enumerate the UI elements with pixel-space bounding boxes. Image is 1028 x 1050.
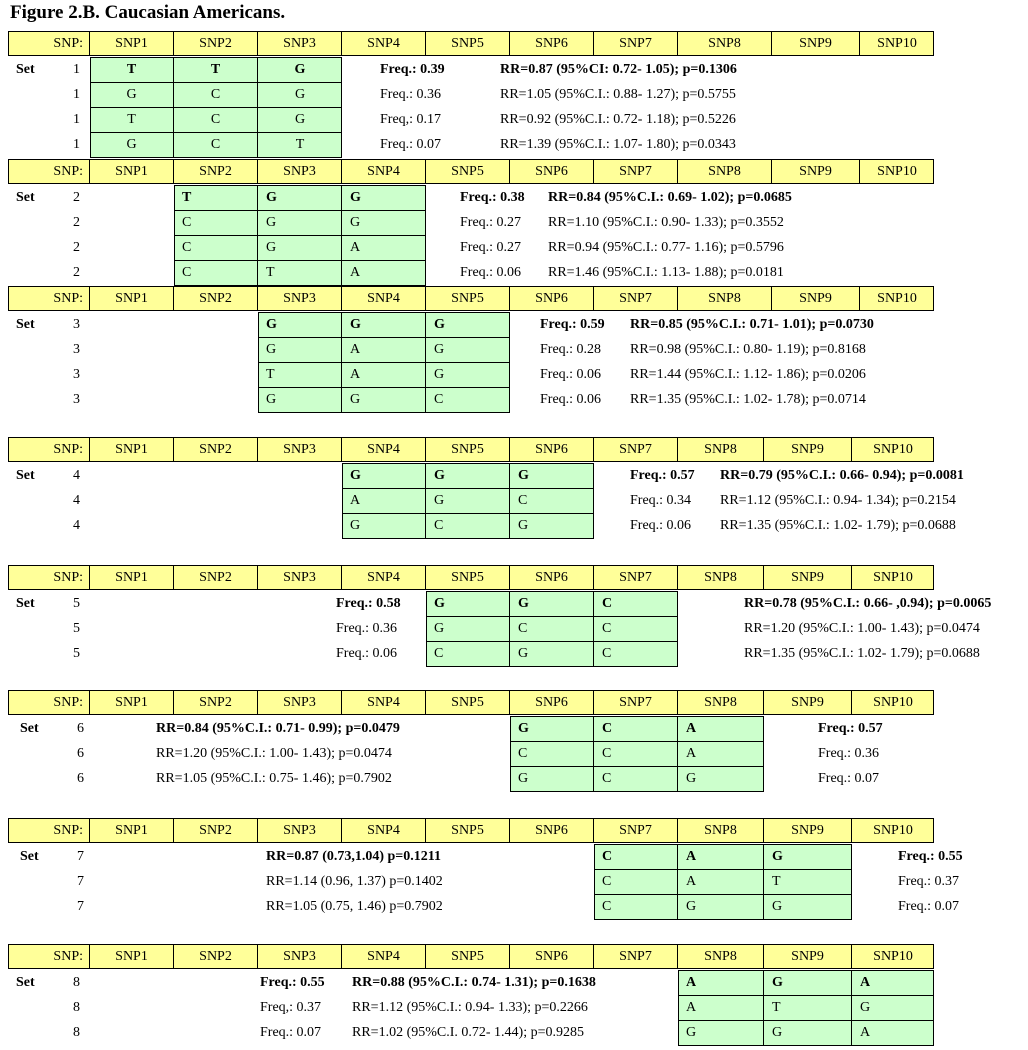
snp-header-cell-snp2: SNP2 xyxy=(174,287,258,310)
allele-cell: A xyxy=(350,265,361,280)
allele-cell: G xyxy=(90,83,174,107)
allele-cell: A xyxy=(350,240,361,255)
set-number: 3 xyxy=(73,317,80,332)
relative-risk: RR=1.20 (95%C.I.: 1.00- 1.43); p=0.0474 xyxy=(744,621,980,636)
relative-risk: RR=1.35 (95%C.I.: 1.02- 1.79); p=0.0688 xyxy=(744,646,980,661)
relative-risk: RR=1.05 (0.75, 1.46) p=0.7902 xyxy=(266,899,443,914)
snp-header-cell-snp6: SNP6 xyxy=(510,691,594,714)
allele-cell: A xyxy=(678,870,764,894)
allele-cell: G xyxy=(350,190,361,205)
allele-cell: C xyxy=(594,767,678,791)
snp-header-cell-snp4: SNP4 xyxy=(342,32,426,55)
relative-risk: RR=0.92 (95%C.I.: 0.72- 1.18); p=0.5226 xyxy=(500,112,736,127)
set-label: Set xyxy=(20,849,39,864)
snp-header-cell-snp1: SNP1 xyxy=(90,945,174,968)
allele-cell: G xyxy=(510,592,594,616)
haplotype-frequency: Freq.: 0.38 xyxy=(460,190,525,205)
allele-cell: T xyxy=(295,137,305,152)
snp-header-cell-snp3: SNP3 xyxy=(258,819,342,842)
snp-header-cell-snp9: SNP9 xyxy=(772,160,860,183)
haplotype-row xyxy=(342,488,594,514)
relative-risk: RR=1.14 (0.96, 1.37) p=0.1402 xyxy=(266,874,443,889)
snp-header-cell-snp10: SNP10 xyxy=(873,570,913,585)
haplotype-frequency: Freq.: 0.27 xyxy=(460,240,522,255)
haplotype-row xyxy=(258,362,510,388)
haplotype-row xyxy=(510,716,764,742)
snp-header-cell-snp5: SNP5 xyxy=(426,819,510,842)
haplotype-row xyxy=(342,463,594,489)
set-number: 2 xyxy=(73,265,80,280)
snp-header-cell-snp5: SNP5 xyxy=(426,287,510,310)
haplotype-frequency: Freq,: 0.37 xyxy=(260,1000,322,1015)
allele-cell: G xyxy=(258,338,342,362)
snp-header-cell-snp3: SNP3 xyxy=(258,566,342,589)
set-number: 6 xyxy=(77,721,84,736)
snp-header-label: SNP: xyxy=(8,691,90,714)
set-number: 3 xyxy=(73,392,80,407)
allele-cell: T xyxy=(764,996,852,1020)
snp-header-cell-snp3: SNP3 xyxy=(258,287,342,310)
haplotype-frequency: Freq.: 0.57 xyxy=(818,721,883,736)
set-label: Set xyxy=(16,317,35,332)
haplotype-row xyxy=(678,995,934,1021)
snp-header-cell-snp10: SNP10 xyxy=(873,949,913,964)
relative-risk: RR=0.79 (95%C.I.: 0.66- 0.94); p=0.0081 xyxy=(720,468,964,483)
snp-header-cell-snp2: SNP2 xyxy=(174,160,258,183)
allele-cell: C xyxy=(594,845,678,869)
snp-header-cell-snp10: SNP10 xyxy=(877,36,917,51)
snp-header-cell-snp9: SNP9 xyxy=(764,566,852,589)
haplotype-frequency: Freq.: 0.07 xyxy=(380,137,442,152)
snp-header-cell-snp9: SNP9 xyxy=(764,438,852,461)
snp-header-cell-snp8: SNP8 xyxy=(678,160,772,183)
haplotype-row xyxy=(678,970,934,996)
haplotype-frequency: Freq.: 0.06 xyxy=(540,392,602,407)
snp-header-cell-snp7: SNP7 xyxy=(594,438,678,461)
snp-header-cell-snp4: SNP4 xyxy=(342,945,426,968)
allele-cell: G xyxy=(258,236,342,260)
allele-cell: C xyxy=(426,514,510,538)
snp-header-row-set-7 xyxy=(8,818,934,843)
allele-cell: G xyxy=(518,518,529,533)
allele-cell: A xyxy=(678,996,764,1020)
set-label: Set xyxy=(16,190,35,205)
snp-header-cell-snp8: SNP8 xyxy=(678,32,772,55)
snp-header-label: SNP: xyxy=(8,32,90,55)
haplotype-row xyxy=(510,741,764,767)
snp-header-cell-snp4: SNP4 xyxy=(342,160,426,183)
haplotype-row xyxy=(510,766,764,792)
relative-risk: RR=1.05 (95%C.I.: 0.88- 1.27); p=0.5755 xyxy=(500,87,736,102)
allele-cell: A xyxy=(686,721,697,736)
set-number: 4 xyxy=(73,493,80,508)
snp-header-cell-snp4: SNP4 xyxy=(342,438,426,461)
snp-header-cell-snp4: SNP4 xyxy=(342,287,426,310)
allele-cell: G xyxy=(342,514,426,538)
allele-cell: G xyxy=(426,464,510,488)
allele-cell: T xyxy=(174,58,258,82)
snp-header-cell-snp5: SNP5 xyxy=(426,566,510,589)
allele-cell: A xyxy=(342,489,426,513)
allele-cell: C xyxy=(434,392,444,407)
snp-header-cell-snp7: SNP7 xyxy=(594,819,678,842)
haplotype-frequency: Freq.: 0.57 xyxy=(630,468,695,483)
allele-cell: G xyxy=(510,767,594,791)
allele-cell: G xyxy=(434,342,445,357)
allele-cell: G xyxy=(678,1021,764,1045)
allele-cell: A xyxy=(342,363,426,387)
snp-header-cell-snp2: SNP2 xyxy=(174,691,258,714)
snp-header-cell-snp1: SNP1 xyxy=(90,566,174,589)
set-label: Set xyxy=(16,468,35,483)
haplotype-row xyxy=(678,1020,934,1046)
haplotype-row xyxy=(426,591,678,617)
haplotype-row xyxy=(594,844,852,870)
snp-header-cell-snp8: SNP8 xyxy=(678,566,764,589)
set-number: 1 xyxy=(73,137,80,152)
relative-risk: RR=1.35 (95%C.I.: 1.02- 1.79); p=0.0688 xyxy=(720,518,956,533)
relative-risk: RR=0.98 (95%C.I.: 0.80- 1.19); p=0.8168 xyxy=(630,342,866,357)
set-number: 1 xyxy=(73,87,80,102)
set-label: Set xyxy=(16,975,35,990)
relative-risk: RR=1.39 (95%C.I.: 1.07- 1.80); p=0.0343 xyxy=(500,137,736,152)
set-number: 8 xyxy=(73,975,80,990)
allele-cell: T xyxy=(258,261,342,285)
allele-cell: C xyxy=(594,742,678,766)
snp-header-label: SNP: xyxy=(8,160,90,183)
allele-cell: C xyxy=(174,261,258,285)
set-number: 6 xyxy=(77,746,84,761)
snp-header-cell-snp8: SNP8 xyxy=(678,287,772,310)
snp-header-row-set-6 xyxy=(8,690,934,715)
snp-header-cell-snp6: SNP6 xyxy=(510,819,594,842)
haplotype-frequency: Freq.: 0.36 xyxy=(336,621,398,636)
allele-cell: G xyxy=(294,112,306,127)
snp-header-cell-snp6: SNP6 xyxy=(510,566,594,589)
haplotype-frequency: Freq.: 0.06 xyxy=(336,646,398,661)
snp-header-label: SNP: xyxy=(8,819,90,842)
snp-header-cell-snp7: SNP7 xyxy=(594,566,678,589)
snp-header-cell-snp8: SNP8 xyxy=(678,691,764,714)
relative-risk: RR=1.12 (95%C.I.: 0.94- 1.33); p=0.2266 xyxy=(352,1000,588,1015)
snp-header-cell-snp5: SNP5 xyxy=(426,32,510,55)
allele-cell: G xyxy=(426,489,510,513)
haplotype-frequency: Freq.: 0.28 xyxy=(540,342,602,357)
relative-risk: RR=0.85 (95%C.I.: 0.71- 1.01); p=0.0730 xyxy=(630,317,874,332)
allele-cell: G xyxy=(294,87,306,102)
snp-header-cell-snp1: SNP1 xyxy=(90,819,174,842)
set-number: 3 xyxy=(73,367,80,382)
snp-header-cell-snp9: SNP9 xyxy=(764,945,852,968)
snp-header-cell-snp6: SNP6 xyxy=(510,945,594,968)
snp-header-cell-snp4: SNP4 xyxy=(342,691,426,714)
set-number: 6 xyxy=(77,771,84,786)
snp-header-row-set-1 xyxy=(8,31,934,56)
allele-cell: C xyxy=(510,742,594,766)
snp-header-row-set-3 xyxy=(8,286,934,311)
snp-header-cell-snp8: SNP8 xyxy=(678,819,764,842)
relative-risk: RR=0.84 (95%C.I.: 0.71- 0.99); p=0.0479 xyxy=(156,721,400,736)
snp-header-cell-snp4: SNP4 xyxy=(342,819,426,842)
haplotype-row xyxy=(90,82,342,108)
allele-cell: G xyxy=(518,468,529,483)
allele-cell: C xyxy=(594,870,678,894)
haplotype-row xyxy=(90,107,342,133)
haplotype-frequency: Freq.: 0.06 xyxy=(460,265,522,280)
allele-cell: A xyxy=(678,845,764,869)
snp-header-cell-snp1: SNP1 xyxy=(90,691,174,714)
set-number: 8 xyxy=(73,1025,80,1040)
snp-header-cell-snp6: SNP6 xyxy=(510,438,594,461)
snp-header-cell-snp5: SNP5 xyxy=(426,160,510,183)
allele-cell: G xyxy=(434,317,445,332)
relative-risk: RR=0.78 (95%C.I.: 0.66- ,0.94); p=0.0065 xyxy=(744,596,992,611)
haplotype-frequency: Freq.: 0.37 xyxy=(898,874,960,889)
snp-header-cell-snp3: SNP3 xyxy=(258,438,342,461)
snp-header-label: SNP: xyxy=(8,287,90,310)
snp-header-cell-snp2: SNP2 xyxy=(174,32,258,55)
allele-cell: A xyxy=(342,338,426,362)
haplotype-frequency: Freq.: 0.36 xyxy=(380,87,442,102)
snp-header-cell-snp2: SNP2 xyxy=(174,945,258,968)
snp-header-cell-snp5: SNP5 xyxy=(426,691,510,714)
haplotype-frequency: Freq.: 0.07 xyxy=(260,1025,322,1040)
page-title: Figure 2.B. Caucasian Americans. xyxy=(10,2,286,23)
set-number: 5 xyxy=(73,646,80,661)
allele-cell: C xyxy=(594,895,678,919)
haplotype-row xyxy=(258,312,510,338)
allele-cell: T xyxy=(174,186,258,210)
snp-header-cell-snp3: SNP3 xyxy=(258,945,342,968)
set-number: 7 xyxy=(77,874,84,889)
haplotype-row xyxy=(594,894,852,920)
allele-cell: G xyxy=(860,1000,871,1015)
snp-header-cell-snp2: SNP2 xyxy=(174,819,258,842)
snp-header-cell-snp5: SNP5 xyxy=(426,945,510,968)
set-number: 7 xyxy=(77,849,84,864)
snp-header-cell-snp10: SNP10 xyxy=(873,442,913,457)
haplotype-frequency: Freq,: 0.17 xyxy=(380,112,442,127)
allele-cell: G xyxy=(294,62,306,77)
allele-cell: G xyxy=(434,367,445,382)
allele-cell: C xyxy=(426,642,510,666)
allele-cell: A xyxy=(678,971,764,995)
set-number: 4 xyxy=(73,468,80,483)
allele-cell: G xyxy=(258,388,342,412)
relative-risk: RR=1.44 (95%C.I.: 1.12- 1.86); p=0.0206 xyxy=(630,367,866,382)
snp-header-label: SNP: xyxy=(8,945,90,968)
set-number: 2 xyxy=(73,240,80,255)
snp-header-cell-snp10: SNP10 xyxy=(877,164,917,179)
allele-cell: G xyxy=(90,133,174,157)
haplotype-row xyxy=(174,235,426,261)
relative-risk: RR=1.02 (95%C.I. 0.72- 1.44); p=0.9285 xyxy=(352,1025,585,1040)
snp-header-label: SNP: xyxy=(8,438,90,461)
haplotype-frequency: Freq.: 0.34 xyxy=(630,493,692,508)
haplotype-frequency: Freq.: 0.39 xyxy=(380,62,445,77)
allele-cell: G xyxy=(678,895,764,919)
allele-cell: C xyxy=(602,646,612,661)
relative-risk: RR=1.35 (95%C.I.: 1.02- 1.78); p=0.0714 xyxy=(630,392,866,407)
snp-header-cell-snp10: SNP10 xyxy=(873,695,913,710)
haplotype-frequency: Freq.: 0.59 xyxy=(540,317,605,332)
relative-risk: RR=1.05 (95%C.I.: 0.75- 1.46); p=0.7902 xyxy=(156,771,392,786)
haplotype-row xyxy=(342,513,594,539)
allele-cell: G xyxy=(764,971,852,995)
snp-header-cell-snp9: SNP9 xyxy=(772,32,860,55)
allele-cell: C xyxy=(174,108,258,132)
allele-cell: G xyxy=(426,617,510,641)
haplotype-frequency: Freq.: 0.06 xyxy=(630,518,692,533)
snp-header-cell-snp10: SNP10 xyxy=(873,823,913,838)
allele-cell: A xyxy=(860,975,871,990)
haplotype-frequency: Freq.: 0.07 xyxy=(818,771,880,786)
set-label: Set xyxy=(20,721,39,736)
snp-header-cell-snp8: SNP8 xyxy=(678,438,764,461)
allele-cell: C xyxy=(174,211,258,235)
allele-cell: G xyxy=(764,1021,852,1045)
snp-header-cell-snp4: SNP4 xyxy=(342,566,426,589)
snp-header-row-set-4 xyxy=(8,437,934,462)
allele-cell: G xyxy=(342,464,426,488)
snp-header-label: SNP: xyxy=(8,566,90,589)
set-number: 3 xyxy=(73,342,80,357)
haplotype-row xyxy=(90,132,342,158)
allele-cell: G xyxy=(686,771,697,786)
haplotype-row xyxy=(426,616,678,642)
haplotype-row xyxy=(258,387,510,413)
set-number: 2 xyxy=(73,215,80,230)
relative-risk: RR=0.84 (95%C.I.: 0.69- 1.02); p=0.0685 xyxy=(548,190,792,205)
set-number: 4 xyxy=(73,518,80,533)
allele-cell: G xyxy=(342,388,426,412)
allele-cell: G xyxy=(772,899,783,914)
snp-header-cell-snp7: SNP7 xyxy=(594,691,678,714)
allele-cell: G xyxy=(772,849,783,864)
haplotype-row xyxy=(174,260,426,286)
allele-cell: T xyxy=(90,108,174,132)
haplotype-frequency: Freq.: 0.36 xyxy=(818,746,880,761)
set-number: 7 xyxy=(77,899,84,914)
haplotype-frequency: Freq.: 0.55 xyxy=(898,849,963,864)
snp-header-row-set-2 xyxy=(8,159,934,184)
relative-risk: RR=1.12 (95%C.I.: 0.94- 1.34); p=0.2154 xyxy=(720,493,956,508)
set-number: 8 xyxy=(73,1000,80,1015)
allele-cell: C xyxy=(174,133,258,157)
relative-risk: RR=1.20 (95%C.I.: 1.00- 1.43); p=0.0474 xyxy=(156,746,392,761)
snp-header-row-set-5 xyxy=(8,565,934,590)
allele-cell: G xyxy=(258,211,342,235)
haplotype-frequency: Freq.: 0.55 xyxy=(260,975,325,990)
allele-cell: C xyxy=(602,596,613,611)
allele-cell: T xyxy=(772,874,781,889)
allele-cell: T xyxy=(90,58,174,82)
set-number: 5 xyxy=(73,621,80,636)
allele-cell: C xyxy=(510,617,594,641)
allele-cell: A xyxy=(686,746,697,761)
snp-header-cell-snp3: SNP3 xyxy=(258,32,342,55)
haplotype-frequency: Freq.: 0.07 xyxy=(898,899,960,914)
allele-cell: G xyxy=(510,642,594,666)
snp-header-cell-snp6: SNP6 xyxy=(510,32,594,55)
allele-cell: C xyxy=(594,717,678,741)
snp-header-cell-snp2: SNP2 xyxy=(174,438,258,461)
haplotype-frequency: Freq.: 0.06 xyxy=(540,367,602,382)
relative-risk: RR=0.94 (95%C.I.: 0.77- 1.16); p=0.5796 xyxy=(548,240,784,255)
allele-cell: G xyxy=(258,186,342,210)
allele-cell: C xyxy=(602,621,612,636)
haplotype-row xyxy=(90,57,342,83)
snp-header-cell-snp1: SNP1 xyxy=(90,32,174,55)
snp-header-cell-snp7: SNP7 xyxy=(594,945,678,968)
set-label: Set xyxy=(16,62,35,77)
snp-header-cell-snp7: SNP7 xyxy=(594,287,678,310)
snp-header-cell-snp1: SNP1 xyxy=(90,438,174,461)
snp-header-cell-snp6: SNP6 xyxy=(510,160,594,183)
allele-cell: G xyxy=(342,313,426,337)
relative-risk: RR=1.10 (95%C.I.: 0.90- 1.33); p=0.3552 xyxy=(548,215,784,230)
allele-cell: G xyxy=(426,592,510,616)
snp-header-cell-snp1: SNP1 xyxy=(90,287,174,310)
relative-risk: RR=1.46 (95%C.I.: 1.13- 1.88); p=0.0181 xyxy=(548,265,784,280)
snp-header-cell-snp6: SNP6 xyxy=(510,287,594,310)
haplotype-frequency: Freq.: 0.58 xyxy=(336,596,401,611)
allele-cell: A xyxy=(860,1025,871,1040)
set-number: 2 xyxy=(73,190,80,205)
snp-header-cell-snp3: SNP3 xyxy=(258,160,342,183)
snp-header-row-set-8 xyxy=(8,944,934,969)
allele-cell: C xyxy=(174,83,258,107)
relative-risk: RR=0.87 (95%CI: 0.72- 1.05); p=0.1306 xyxy=(500,62,737,77)
snp-header-cell-snp1: SNP1 xyxy=(90,160,174,183)
allele-cell: C xyxy=(518,493,528,508)
allele-cell: T xyxy=(258,363,342,387)
allele-cell: G xyxy=(510,717,594,741)
snp-header-cell-snp10: SNP10 xyxy=(877,291,917,306)
relative-risk: RR=0.88 (95%C.I.: 0.74- 1.31); p=0.1638 xyxy=(352,975,596,990)
relative-risk: RR=0.87 (0.73,1.04) p=0.1211 xyxy=(266,849,442,864)
set-number: 1 xyxy=(73,112,80,127)
snp-header-cell-snp9: SNP9 xyxy=(772,287,860,310)
allele-cell: G xyxy=(258,313,342,337)
allele-cell: C xyxy=(174,236,258,260)
allele-cell: G xyxy=(350,215,361,230)
set-label: Set xyxy=(16,596,35,611)
snp-header-cell-snp9: SNP9 xyxy=(764,691,852,714)
snp-header-cell-snp8: SNP8 xyxy=(678,945,764,968)
haplotype-row xyxy=(426,641,678,667)
haplotype-row xyxy=(174,185,426,211)
snp-header-cell-snp7: SNP7 xyxy=(594,32,678,55)
snp-header-cell-snp9: SNP9 xyxy=(764,819,852,842)
set-number: 5 xyxy=(73,596,80,611)
haplotype-row xyxy=(174,210,426,236)
haplotype-row xyxy=(258,337,510,363)
set-number: 1 xyxy=(73,62,80,77)
snp-header-cell-snp2: SNP2 xyxy=(174,566,258,589)
haplotype-row xyxy=(594,869,852,895)
snp-header-cell-snp5: SNP5 xyxy=(426,438,510,461)
snp-header-cell-snp7: SNP7 xyxy=(594,160,678,183)
haplotype-frequency: Freq.: 0.27 xyxy=(460,215,522,230)
snp-header-cell-snp3: SNP3 xyxy=(258,691,342,714)
